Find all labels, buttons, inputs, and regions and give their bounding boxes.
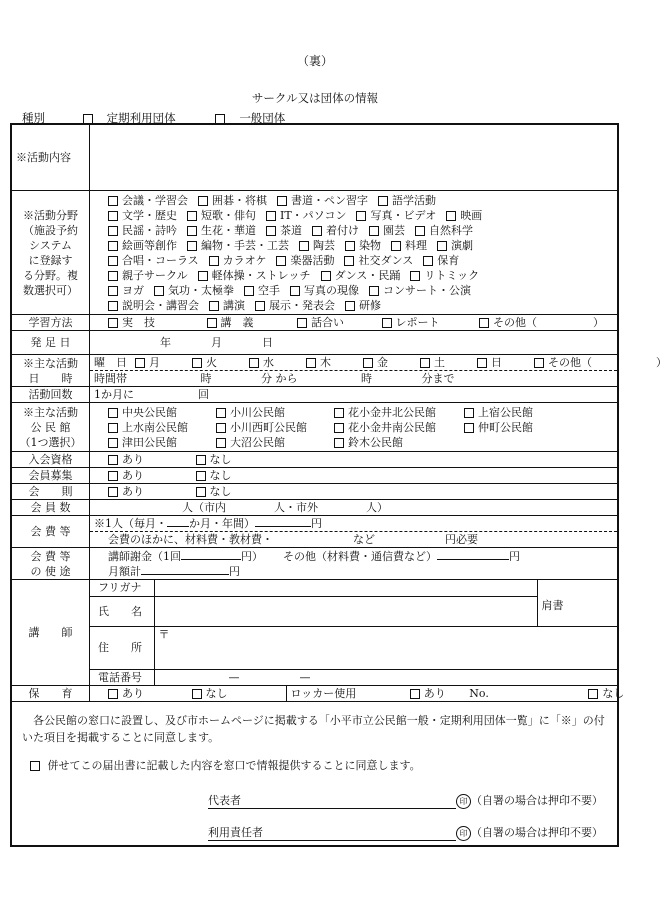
manager-label: 利用責任者 — [208, 826, 263, 839]
activity-time-label: ※主な活動 日 時 — [12, 355, 90, 387]
hall-option-label: 小川西町公民館 — [230, 420, 307, 434]
category-checkbox[interactable] — [108, 256, 118, 266]
bylaws-options: あり なし — [90, 484, 618, 500]
hall-checkbox[interactable] — [108, 438, 118, 448]
furigana-label: フリガナ — [90, 580, 154, 596]
category-row — [108, 223, 613, 238]
manager-row — [22, 825, 607, 841]
method-report-checkbox[interactable] — [382, 318, 392, 328]
category-option-label: 会議・学習会 — [122, 193, 188, 207]
weekday-option-label: その他（ — [548, 356, 592, 369]
hall-option-label: 花小金井南公民館 — [348, 420, 436, 434]
method-practice-checkbox[interactable] — [108, 318, 118, 328]
hall-option-label: 津田公民館 — [122, 435, 177, 449]
members-label: 会 員 数 — [12, 500, 90, 516]
category-checkbox[interactable] — [437, 241, 447, 251]
hall-option[interactable] — [464, 420, 564, 435]
locker-no-checkbox[interactable] — [588, 689, 598, 699]
consent-info-checkbox[interactable] — [30, 761, 40, 771]
category-option-label: 文学・歴史 — [122, 208, 177, 222]
recruitment-no-checkbox[interactable] — [196, 471, 206, 481]
category-option-label: 社交ダンス — [358, 253, 414, 267]
hall-option[interactable] — [108, 405, 216, 420]
category-row — [108, 268, 613, 283]
hall-option[interactable] — [334, 420, 464, 435]
weekday-option-label: 金 — [377, 356, 388, 369]
category-option-label: 親子サークル — [122, 268, 188, 282]
category-option-label: 演劇 — [451, 238, 473, 252]
category-option-label: 陶芸 — [313, 238, 335, 252]
fee-line-2[interactable]: 会費のほかに、材料費・教材費・ など 円必要 — [108, 533, 478, 546]
category-checkbox[interactable] — [209, 256, 219, 266]
category-option-label: 保育 — [437, 253, 460, 267]
hall-checkbox[interactable] — [216, 408, 226, 418]
category-checkbox[interactable] — [266, 226, 276, 236]
category-row — [108, 253, 613, 268]
weekday-checkbox[interactable] — [420, 358, 430, 368]
hall-checkbox[interactable] — [334, 423, 344, 433]
category-option-label: 研修 — [359, 298, 381, 312]
weekday-checkbox[interactable] — [306, 358, 316, 368]
weekday-row — [90, 355, 667, 371]
category-row — [108, 208, 613, 223]
hall-option-label: 仲町公民館 — [478, 420, 533, 434]
hall-row — [108, 435, 613, 450]
hall-checkbox[interactable] — [216, 423, 226, 433]
frequency-field[interactable]: 1か月に 回 — [90, 387, 618, 403]
consent-statement-1: 各公民館の窓口に設置し、及び市ホームページに掲載する「小平市立公民館一般・定期利用団体一覧」に「※」の付いた項目を掲載することに同意します。 — [22, 714, 605, 744]
category-checkbox[interactable] — [198, 271, 208, 281]
hall-option-label: 花小金井北公民館 — [348, 405, 436, 419]
category-checkbox[interactable] — [344, 256, 354, 266]
hall-checkbox[interactable] — [216, 438, 226, 448]
category-option-label: 気功・太極拳 — [168, 283, 234, 297]
phone-field[interactable]: — — — [154, 669, 617, 685]
weekday-option-label: 日 — [491, 356, 502, 369]
category-checkbox[interactable] — [108, 241, 118, 251]
hall-checkbox[interactable] — [108, 423, 118, 433]
address-field[interactable] — [154, 626, 617, 669]
weekday-label: 曜 日 — [94, 356, 127, 369]
bylaws-yes-checkbox[interactable] — [108, 487, 118, 497]
hall-checkbox[interactable] — [464, 423, 474, 433]
membership-eligibility-label: 入会資格 — [12, 452, 90, 468]
learning-method-options: 実 技 講 義 話合い レポート その他（ ） — [90, 315, 618, 331]
main-hall-label: ※主な活動 公 民 館 （1つ選択） — [12, 403, 90, 452]
recruitment-yes-checkbox[interactable] — [108, 471, 118, 481]
hall-option[interactable] — [108, 435, 216, 450]
category-row — [108, 298, 613, 313]
activity-content-field[interactable] — [90, 125, 618, 191]
eligibility-yes-checkbox[interactable] — [108, 455, 118, 465]
category-option-label: 楽器活動 — [290, 253, 335, 267]
category-option-label: 映画 — [460, 208, 483, 222]
method-other-checkbox[interactable] — [479, 318, 489, 328]
category-checkbox[interactable] — [446, 211, 456, 221]
category-option-label: 料理 — [405, 238, 427, 252]
category-option-label: ダンス・民踊 — [334, 268, 401, 282]
activity-content-label: ※活動内容 — [12, 125, 90, 191]
hall-option[interactable] — [108, 420, 216, 435]
address-label: 住 所 — [90, 626, 154, 669]
hall-option-label: 上宿公民館 — [478, 405, 533, 419]
representative-note: （自署の場合は押印不要） — [471, 794, 603, 807]
fee-label: 会 費 等 — [12, 516, 90, 548]
category-row — [108, 283, 613, 298]
weekday-other-close: ） — [656, 356, 667, 369]
category-row — [108, 193, 613, 208]
weekday-option-label: 水 — [263, 356, 274, 369]
category-checkbox[interactable] — [321, 271, 331, 281]
category-checkbox[interactable] — [266, 211, 276, 221]
category-checkbox[interactable] — [187, 211, 197, 221]
representative-label: 代表者 — [208, 794, 241, 807]
category-checkbox[interactable] — [108, 301, 118, 311]
representative-seal: 印 — [456, 794, 471, 809]
eligibility-no-checkbox[interactable] — [196, 455, 206, 465]
learning-method-label: 学習方法 — [12, 315, 90, 331]
childcare-yes-checkbox[interactable] — [108, 689, 118, 699]
category-option-label: 自然科学 — [429, 223, 473, 237]
category-checkbox[interactable] — [369, 226, 379, 236]
manager-seal: 印 — [456, 826, 471, 841]
activity-category-label: ※活動分野 （施設予約 システム に登録す る分野。複 数選択可） — [12, 191, 90, 315]
category-option-label: ヨガ — [122, 283, 144, 297]
teacher-title-field[interactable] — [537, 580, 617, 626]
hall-option[interactable] — [216, 405, 334, 420]
teacher-label: 講 師 — [12, 580, 90, 686]
category-option-label: 染物 — [359, 238, 381, 252]
category-checkbox[interactable] — [423, 256, 433, 266]
hall-option[interactable] — [216, 435, 334, 450]
hall-option-label: 大沼公民館 — [230, 435, 285, 449]
kind-label: 種別 — [22, 111, 45, 125]
page-side-label: （裏） — [296, 54, 333, 68]
fee-use-fields[interactable]: 講師謝金（1回 円） その他（材料費・通信費など） 円 月額計 円 — [90, 548, 618, 580]
fee-fields — [90, 516, 618, 548]
hall-checkbox[interactable] — [108, 408, 118, 418]
hall-option-label: 小川公民館 — [230, 405, 285, 419]
representative-field[interactable] — [208, 793, 456, 809]
method-discussion-checkbox[interactable] — [297, 318, 307, 328]
category-option-label: カラオケ — [222, 253, 267, 267]
hall-option-label: 中央公民館 — [122, 405, 177, 419]
hall-checkbox[interactable] — [464, 408, 474, 418]
membership-eligibility-options: あり なし — [90, 452, 618, 468]
category-checkbox[interactable] — [378, 196, 388, 206]
category-option-label: コンサート・公演 — [383, 283, 471, 297]
category-checkbox[interactable] — [198, 196, 208, 206]
method-lecture-checkbox[interactable] — [207, 318, 217, 328]
category-option-label: 編物・手芸・工芸 — [201, 238, 289, 252]
hall-row — [108, 405, 613, 420]
fee-line-1[interactable]: ※1人（毎月・ か月・年間） 円 — [90, 516, 617, 532]
recruitment-label: 会員募集 — [12, 468, 90, 484]
category-option-label: 囲碁・将棋 — [212, 193, 267, 207]
category-checkbox[interactable] — [108, 226, 118, 236]
weekday-checkbox[interactable] — [192, 358, 202, 368]
bylaws-label: 会 則 — [12, 484, 90, 500]
category-checkbox[interactable] — [369, 286, 379, 296]
category-checkbox[interactable] — [345, 301, 355, 311]
category-checkbox[interactable] — [312, 226, 322, 236]
weekday-checkbox[interactable] — [135, 358, 145, 368]
category-option-label: IT・パソコン — [280, 208, 347, 222]
fee-use-label: 会 費 等 の 使 途 — [12, 548, 90, 580]
weekday-checkbox[interactable] — [477, 358, 487, 368]
hall-option-label: 上水南公民館 — [122, 420, 188, 434]
category-checkbox[interactable] — [345, 241, 355, 251]
category-option-label: 生花・華道 — [201, 223, 256, 237]
category-option-label: 説明会・講習会 — [122, 298, 199, 312]
representative-row — [22, 793, 607, 809]
founded-label: 発 足 日 — [12, 331, 90, 355]
teacher-name-field[interactable] — [154, 596, 537, 626]
category-checkbox[interactable] — [244, 286, 254, 296]
activity-time-fields — [90, 355, 667, 387]
hall-checkbox[interactable] — [334, 438, 344, 448]
founded-date-field[interactable]: 年 月 日 — [90, 331, 618, 355]
category-option-label: 茶道 — [280, 223, 302, 237]
weekday-option-label: 月 — [149, 356, 160, 369]
category-option-label: 絵画等創作 — [122, 238, 177, 252]
form-title: サークル又は団体の情報 — [251, 91, 379, 105]
category-checkbox[interactable] — [108, 196, 118, 206]
category-checkbox[interactable] — [154, 286, 164, 296]
consent-area — [12, 702, 618, 846]
category-checkbox[interactable] — [209, 301, 219, 311]
title-label: 肩書 — [541, 599, 564, 612]
recruitment-options: あり なし — [90, 468, 618, 484]
category-checkbox[interactable] — [415, 226, 425, 236]
category-option-label: 語学活動 — [392, 193, 436, 207]
category-option-label: 書道・ペン習字 — [291, 193, 368, 207]
hall-option-label: 鈴木公民館 — [348, 435, 403, 449]
category-checkbox[interactable] — [108, 211, 118, 221]
main-hall-options — [90, 403, 618, 452]
locker-yes-checkbox[interactable] — [410, 689, 420, 699]
childcare-fields — [90, 686, 625, 702]
category-option-label: 写真の現像 — [304, 283, 359, 297]
category-checkbox[interactable] — [356, 211, 366, 221]
frequency-label: 活動回数 — [12, 387, 90, 403]
form-table — [10, 123, 667, 847]
category-checkbox[interactable] — [187, 226, 197, 236]
category-checkbox[interactable] — [410, 271, 420, 281]
category-option-label: 短歌・俳句 — [201, 208, 256, 222]
category-option-label: 園芸 — [383, 223, 405, 237]
childcare-no-checkbox[interactable] — [192, 689, 202, 699]
time-range-row[interactable]: 時間帯 時 分 から 時 分まで — [94, 372, 455, 385]
activity-category-options — [90, 191, 618, 315]
hall-option[interactable] — [216, 420, 334, 435]
category-checkbox[interactable] — [391, 241, 401, 251]
kind-general-label: 一般団体 — [239, 111, 286, 125]
bylaws-no-checkbox[interactable] — [196, 487, 206, 497]
category-checkbox[interactable] — [187, 241, 197, 251]
kind-regular-label: 定期利用団体 — [106, 111, 176, 125]
category-option-label: 着付け — [326, 223, 359, 237]
category-row — [108, 238, 613, 253]
consent-statement-2-row — [22, 758, 607, 773]
childcare-options: あり なし — [90, 686, 286, 701]
manager-note: （自署の場合は押印不要） — [471, 826, 603, 839]
category-option-label: 写真・ビデオ — [370, 208, 437, 222]
weekday-checkbox[interactable] — [363, 358, 373, 368]
category-option-label: 合唱・コーラス — [122, 253, 199, 267]
weekday-checkbox[interactable] — [249, 358, 259, 368]
category-option-label: 空手 — [258, 283, 280, 297]
category-checkbox[interactable] — [255, 301, 265, 311]
category-option-label: リトミック — [424, 268, 480, 282]
category-checkbox[interactable] — [277, 196, 287, 206]
category-option-label: 講演 — [223, 298, 245, 312]
weekday-checkbox[interactable] — [534, 358, 544, 368]
category-checkbox[interactable] — [290, 286, 300, 296]
category-option-label: 展示・発表会 — [269, 298, 335, 312]
postal-mark: 〒 — [158, 627, 170, 641]
category-checkbox[interactable] — [299, 241, 309, 251]
name-label: 氏 名 — [90, 596, 154, 626]
weekday-option-label: 土 — [434, 356, 445, 369]
hall-option[interactable] — [334, 435, 464, 450]
category-checkbox[interactable] — [108, 271, 118, 281]
category-option-label: 軽体操・ストレッチ — [211, 268, 311, 282]
members-field[interactable]: 人（市内 人・市外 人） — [90, 500, 618, 516]
consent-statement-2: 併せてこの届出書に記載した内容を窓口で情報提供することに同意します。 — [47, 759, 421, 772]
hall-option[interactable] — [334, 405, 464, 420]
manager-field[interactable] — [208, 825, 456, 841]
category-option-label: 民謡・詩吟 — [122, 223, 177, 237]
hall-row — [108, 420, 613, 435]
childcare-label: 保 育 — [12, 686, 90, 702]
hall-checkbox[interactable] — [334, 408, 344, 418]
hall-option[interactable] — [464, 405, 564, 420]
teacher-fields — [90, 580, 618, 686]
locker-options: ロッカー使用 あり No. なし — [290, 687, 625, 700]
furigana-field[interactable] — [154, 580, 537, 596]
weekday-option-label: 火 — [206, 356, 217, 369]
category-checkbox[interactable] — [276, 256, 286, 266]
weekday-option-label: 木 — [320, 356, 331, 369]
phone-label: 電話番号 — [90, 669, 154, 685]
category-checkbox[interactable] — [108, 286, 118, 296]
